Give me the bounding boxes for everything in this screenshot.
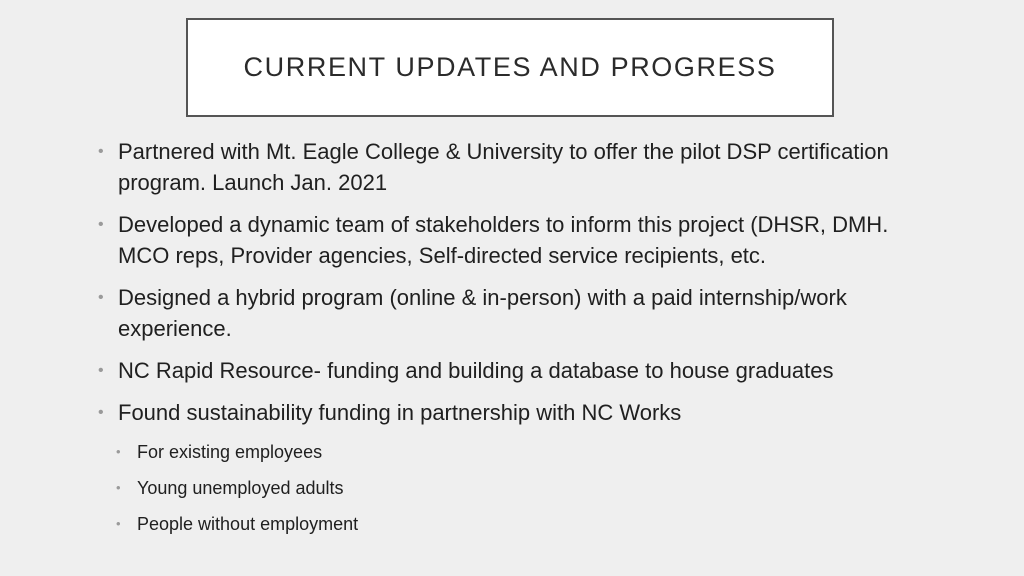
sub-bullet-item	[98, 439, 928, 465]
bullet-icon: •	[98, 289, 104, 306]
bullet-text: Found sustainability funding in partnership with NC Works	[118, 400, 682, 425]
title-box	[186, 18, 834, 117]
sub-bullet-list	[98, 439, 928, 537]
sub-bullet-icon: •	[116, 444, 121, 459]
bullet-text: Designed a hybrid program (online & in-person) with a paid internship/work experience.	[118, 285, 847, 341]
sub-bullet-item	[98, 475, 928, 501]
sub-bullet-icon: •	[116, 480, 121, 495]
bullet-text: Partnered with Mt. Eagle College & University to offer the pilot DSP certification program. Launch Jan. 2021	[118, 139, 889, 195]
bullet-item	[98, 209, 928, 271]
sub-bullet-icon: •	[116, 516, 121, 531]
sub-bullet-text: People without employment	[137, 514, 359, 534]
slide-title: CURRENT UPDATES AND PROGRESS	[243, 52, 777, 82]
sub-bullet-text: For existing employees	[137, 442, 323, 462]
bullet-text: NC Rapid Resource- funding and building a database to house graduates	[118, 358, 834, 383]
bullet-item	[98, 282, 928, 344]
bullet-icon: •	[98, 143, 104, 160]
bullet-list	[98, 136, 928, 547]
bullet-item	[98, 355, 928, 386]
bullet-icon: •	[98, 216, 104, 233]
sub-bullet-item	[98, 511, 928, 537]
sub-bullet-text: Young unemployed adults	[137, 478, 344, 498]
bullet-icon: •	[98, 362, 104, 379]
bullet-icon: •	[98, 404, 104, 421]
bullet-item	[98, 397, 928, 428]
bullet-item	[98, 136, 928, 198]
bullet-text: Developed a dynamic team of stakeholders to inform this project (DHSR, DMH. MCO reps, Provider agencies, Self-directed service recipients, etc.	[118, 212, 889, 268]
